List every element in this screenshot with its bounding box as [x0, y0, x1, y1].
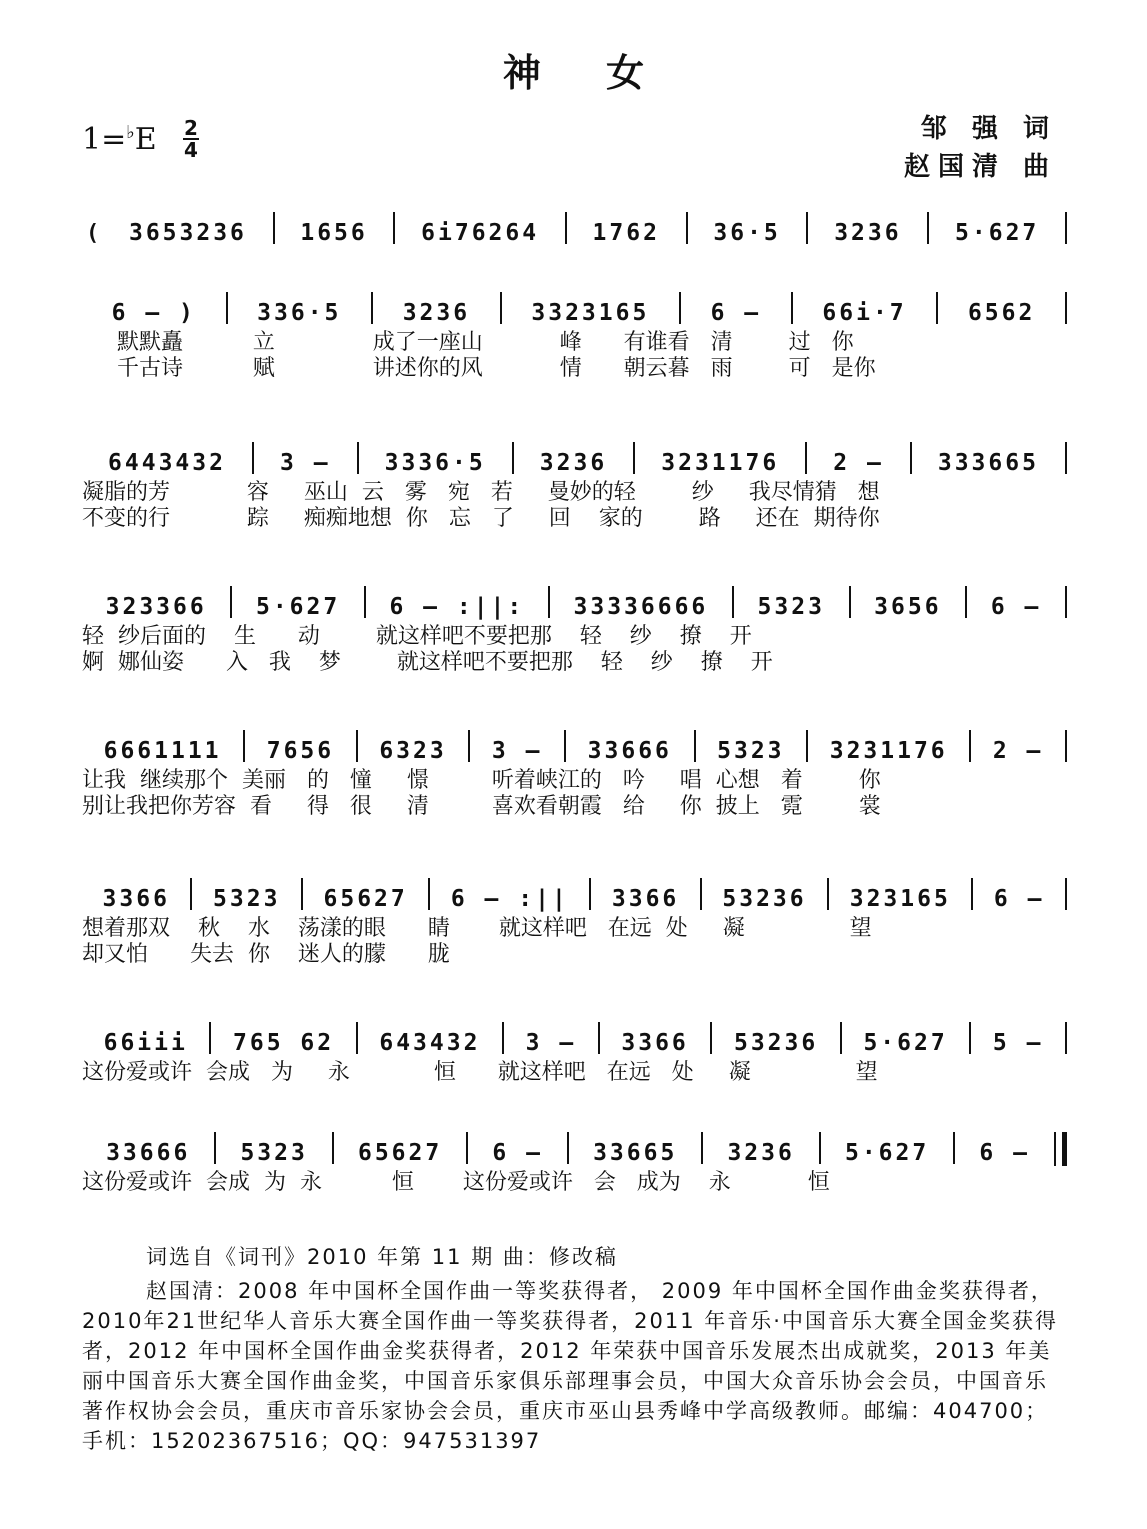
measure: 6 –	[492, 1140, 543, 1166]
score-system	[82, 718, 1067, 820]
lyric-line: 让我 继续那个 美丽 的 憧 憬 听着峡江的 吟 唱 心想 着 你	[82, 768, 881, 793]
measure: 33336666	[573, 594, 709, 620]
measure: 3 –	[280, 450, 331, 476]
measure: 6 –	[993, 886, 1045, 912]
composer-bio: 赵国清：2008 年中国杯全国作曲一等奖获得者， 2009 年中国杯全国作曲金奖获得者，2010年21世纪华人音乐大赛全国作曲一等奖获得者，2011 年音乐·中国音乐大赛全国金奖获得者，2012 年中国杯全国作曲金奖获得者，2012 年荣获中国音乐发展杰出成就奖，2013 年美丽中国音乐大赛全国作曲金奖，中国音乐家俱乐部理事会员，中国大众音乐协会会员，中国音乐著作权协会会员，重庆市音乐家协会会员，重庆市巫山县秀峰中学高级教师。邮编：404700；手机：15202367516；QQ：947531397	[82, 1279, 1058, 1453]
measure: 53236	[733, 1030, 819, 1056]
measure: 33666	[587, 738, 672, 764]
barline	[1065, 586, 1067, 618]
measure: 6 – :||	[450, 886, 569, 912]
measure: 6661111	[103, 738, 222, 764]
key-signature: 1=♭E	[82, 122, 157, 157]
measure: 66i·7	[822, 300, 907, 326]
measure: 3231176	[661, 450, 780, 476]
lyric-line: 别让我把你芳容 看 得 很 清 喜欢看朝霞 给 你 披上 霓 裳	[82, 794, 881, 819]
measure: 5323	[717, 738, 785, 764]
measure: 3 –	[525, 1030, 577, 1056]
measure: 6443432	[108, 450, 226, 476]
notation-line	[82, 1120, 1067, 1170]
measure: 6i76264	[421, 220, 540, 246]
measure: 33666	[106, 1140, 191, 1166]
song-title: 神 女	[502, 50, 671, 95]
measure: 3366	[611, 886, 680, 912]
measure: 1762	[592, 220, 660, 246]
measure: 3336·5	[384, 450, 486, 476]
measure: 1656	[300, 220, 368, 246]
measure: 5·627	[844, 1140, 930, 1166]
lyric-line: 却又怕 失去 你 迷人的朦 胧	[82, 942, 450, 967]
barline	[1065, 878, 1067, 910]
measure: 6 –	[710, 300, 762, 326]
score-system	[82, 574, 1067, 676]
measure: 5 –	[992, 1030, 1044, 1056]
notation-line	[82, 1010, 1067, 1060]
measure: 5·627	[255, 594, 341, 620]
measure: 3366	[621, 1030, 689, 1056]
measure: 5·627	[955, 220, 1040, 246]
measure: 66iii	[103, 1030, 188, 1056]
barline	[1065, 730, 1067, 762]
measure: 336·5	[257, 300, 342, 326]
measure: 3236	[834, 220, 902, 246]
barline	[1065, 292, 1067, 324]
measure: 5·627	[863, 1030, 948, 1056]
system-start-mark: (	[86, 221, 100, 246]
measure: 3323165	[531, 300, 650, 326]
lyric-line: 不变的行 踪 痴痴地想 你 忘 了 回 家的 路 还在 期待你	[82, 506, 880, 531]
measure: 36·5	[713, 220, 781, 246]
measure: 6 – )	[111, 300, 196, 326]
measure: 3656	[874, 594, 942, 620]
measure: 333665	[937, 450, 1039, 476]
score-system	[82, 1010, 1067, 1086]
lyric-line: 默默矗 立 成了一座山 峰 有谁看 清 过 你	[82, 330, 854, 355]
measure: 3366	[102, 886, 170, 912]
barline	[1065, 442, 1067, 474]
barline	[1065, 1022, 1067, 1054]
score-system	[82, 866, 1067, 968]
measure: 3231176	[829, 738, 948, 764]
lyric-line: 轻 纱后面的 生 动 就这样吧不要把那 轻 纱 撩 开	[82, 624, 752, 649]
measure: 323165	[849, 886, 951, 912]
score-system	[82, 430, 1067, 532]
measure: 65627	[323, 886, 408, 912]
score-system	[82, 280, 1067, 382]
measure: 3236	[402, 300, 471, 326]
measure: 53236	[722, 886, 807, 912]
source-note: 词选自《词刊》2010 年第 11 期 曲：修改稿	[146, 1245, 618, 1269]
lyricist-credit: 邹 强 词	[920, 114, 1057, 144]
score-system	[82, 1120, 1067, 1196]
notation-line	[82, 718, 1067, 768]
measure: 643432	[379, 1030, 481, 1056]
time-signature: 2 4	[184, 116, 198, 162]
notation-line	[82, 866, 1067, 916]
lyric-line: 婀 娜仙姿 入 我 梦 就这样吧不要把那 轻 纱 撩 开	[82, 650, 773, 675]
notation-line	[82, 280, 1067, 330]
measure: 765 62	[233, 1030, 335, 1056]
measure: 7656	[266, 738, 335, 764]
measure: 3236	[727, 1140, 795, 1166]
lyric-line: 这份爱或许 会成 为 永 恒 就这样吧 在远 处 凝 望	[82, 1060, 878, 1085]
measure: 3 –	[491, 738, 543, 764]
measure: 33665	[593, 1140, 678, 1166]
measure: 6 – :||:	[389, 594, 525, 620]
measure: 6 –	[979, 1140, 1030, 1166]
measure: 2 –	[992, 738, 1044, 764]
measure: 3236	[539, 450, 608, 476]
notation-line	[82, 430, 1067, 480]
measure: 6562	[967, 300, 1036, 326]
measure: 5323	[213, 886, 281, 912]
barline	[1065, 212, 1067, 244]
lyric-line: 凝脂的芳 容 巫山 云 雾 宛 若 曼妙的轻 纱 我尽情猜 想	[82, 480, 880, 505]
measure: 5323	[240, 1140, 308, 1166]
score-system	[82, 200, 1067, 250]
notation-line	[82, 200, 1067, 250]
measure: 6 –	[990, 594, 1042, 620]
measure: 2 –	[833, 450, 884, 476]
measure: 5323	[757, 594, 825, 620]
measure: 6323	[379, 738, 447, 764]
lyric-line: 想着那双 秋 水 荡漾的眼 睛 就这样吧 在远 处 凝 望	[82, 916, 872, 941]
lyric-line: 这份爱或许 会成 为 永 恒 这份爱或许 会 成为 永 恒	[82, 1170, 830, 1195]
measure: 323366	[105, 594, 207, 620]
measure: 3653236	[128, 220, 247, 246]
notation-line	[82, 574, 1067, 624]
measure: 65627	[357, 1140, 443, 1166]
lyric-line: 千古诗 赋 讲述你的风 情 朝云暮 雨 可 是你	[82, 356, 876, 381]
composer-credit: 赵国清 曲	[903, 152, 1057, 182]
barline	[1054, 1132, 1067, 1166]
